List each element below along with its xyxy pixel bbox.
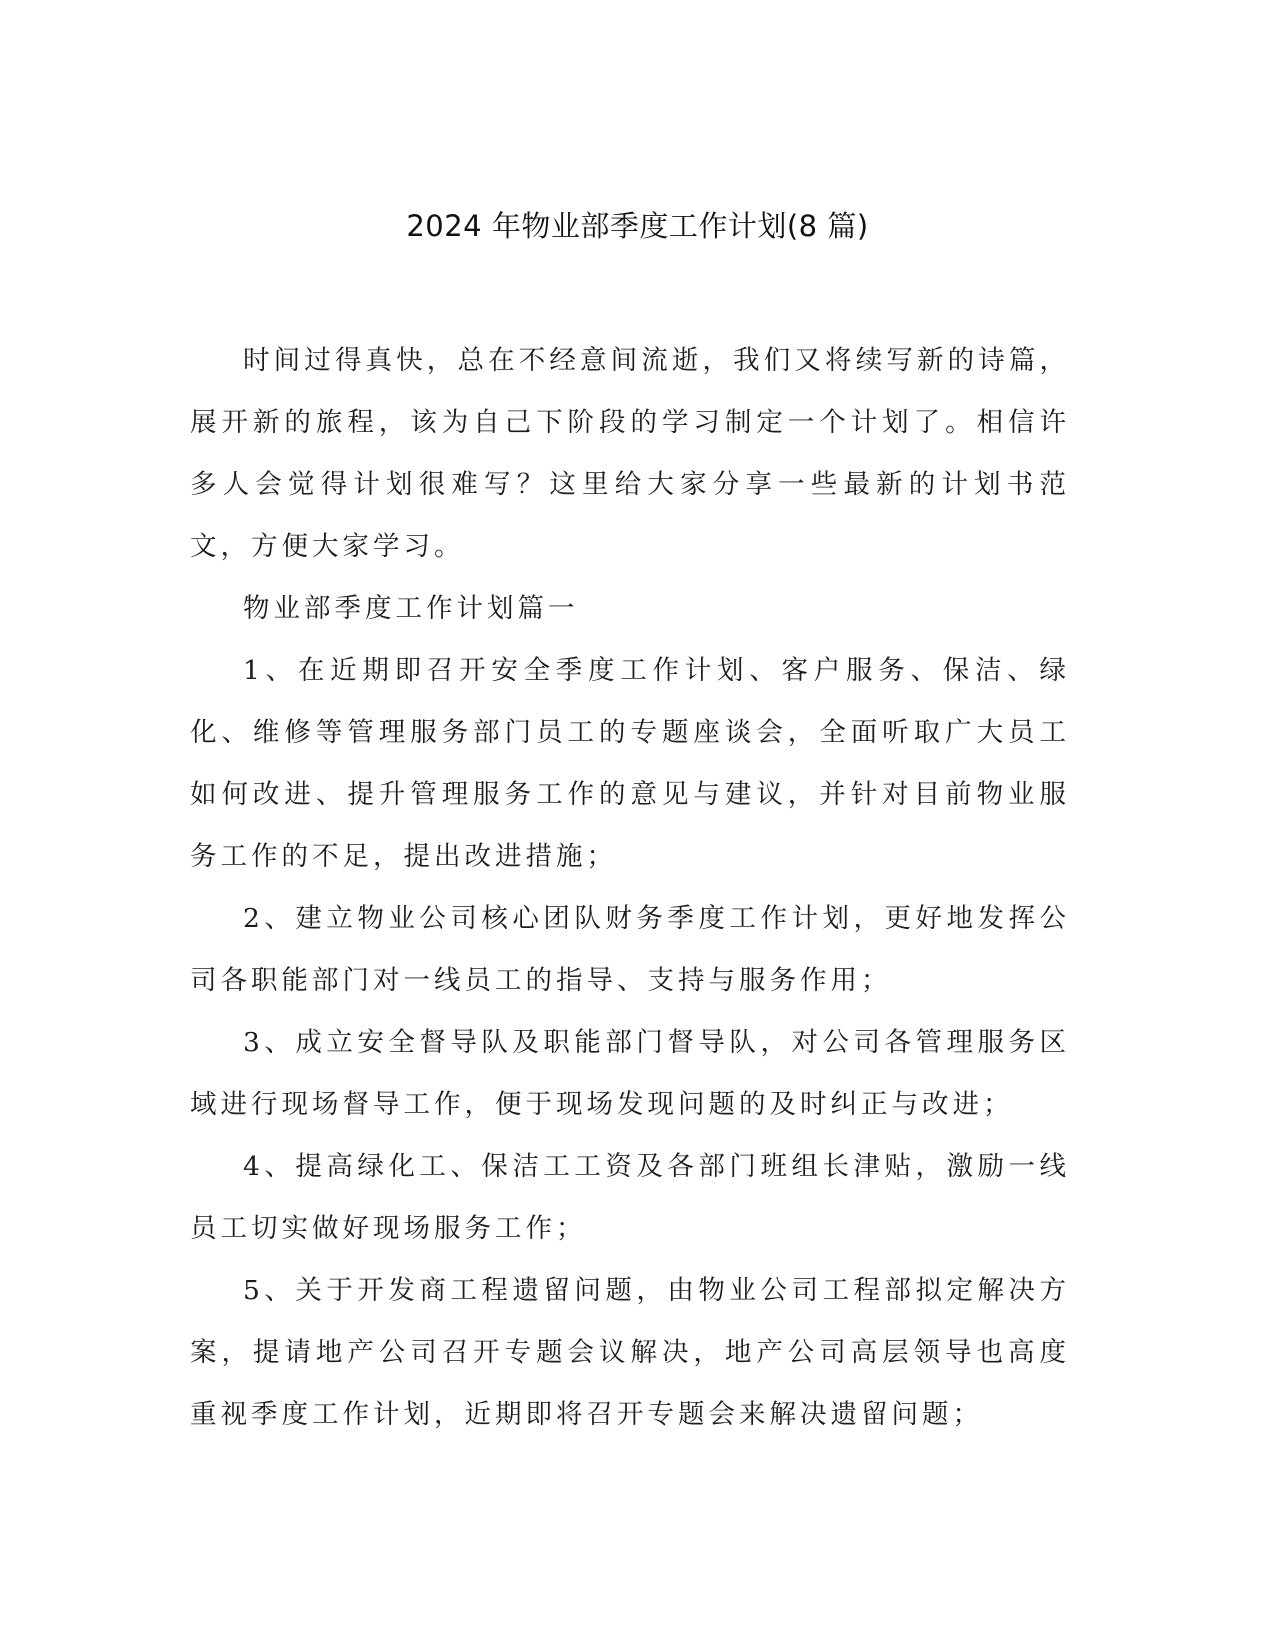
list-item: 4、提高绿化工、保洁工工资及各部门班组长津贴，激励一线员工切实做好现场服务工作；: [190, 1151, 1070, 1244]
intro-paragraph: 时间过得真快，总在不经意间流逝，我们又将续写新的诗篇，展开新的旅程，该为自己下阶段的学习制定一个计划了。相信许多人会觉得计划很难写？这里给大家分享一些最新的计划书范文，方便大家学习。: [190, 345, 1070, 562]
section-heading: 物业部季度工作计划篇一: [243, 593, 579, 624]
document-body: [190, 330, 1070, 1446]
list-item: 5、关于开发商工程遗留问题，由物业公司工程部拟定解决方案，提请地产公司召开专题会议解决，地产公司高层领导也高度重视季度工作计划，近期即将召开专题会来解决遗留问题；: [190, 1275, 1070, 1430]
document-title: 2024 年物业部季度工作计划(8 篇): [406, 209, 869, 243]
list-item: 1、在近期即召开安全季度工作计划、客户服务、保洁、绿化、维修等管理服务部门员工的专题座谈会，全面听取广大员工如何改进、提升管理服务工作的意见与建议，并针对目前物业服务工作的不足，提出改进措施；: [190, 655, 1070, 872]
list-item: 3、成立安全督导队及职能部门督导队，对公司各管理服务区域进行现场督导工作，便于现场发现问题的及时纠正与改进；: [190, 1027, 1070, 1120]
list-item: 2、建立物业公司核心团队财务季度工作计划，更好地发挥公司各职能部门对一线员工的指导、支持与服务作用；: [190, 903, 1070, 996]
